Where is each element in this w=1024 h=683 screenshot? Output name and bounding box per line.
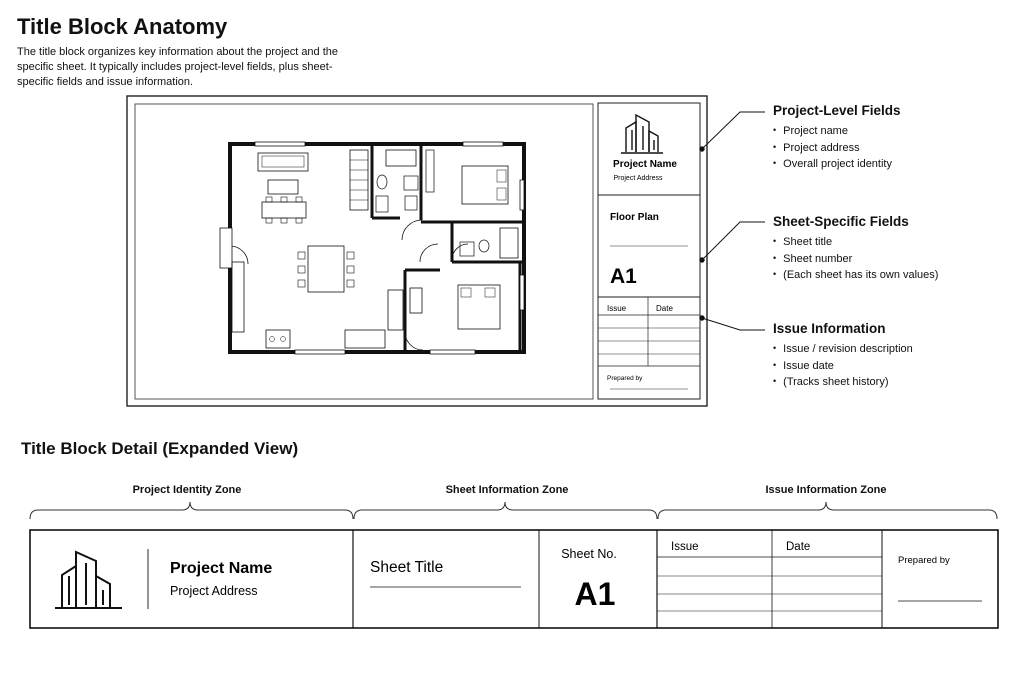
- preview-date-label: Date: [656, 304, 673, 313]
- preview-issue-label: Issue: [607, 304, 627, 313]
- zone-label-project-identity: Project Identity Zone: [132, 484, 242, 496]
- detail-project-name: Project Name: [170, 560, 273, 577]
- detail-sheet-title: Sheet Title: [370, 559, 444, 576]
- callout-heading: Project-Level Fields: [773, 103, 901, 118]
- callout-item: • (Tracks sheet history): [773, 374, 913, 391]
- callout-list: [773, 123, 901, 173]
- callout-item: • Sheet number: [773, 251, 938, 268]
- callout-sheet-specific: [773, 214, 938, 284]
- page-description: The title block organizes key information about the project and the specific sheet. It typically includes project-level fields, plus sheet-specific fields and issue information.: [17, 46, 339, 88]
- callout-item: • (Each sheet has its own values): [773, 267, 938, 284]
- callout-item: • Overall project identity: [773, 156, 901, 173]
- detail-prepared-by: Prepared by: [898, 555, 950, 566]
- detail-sheet-no-label: Sheet No.: [561, 547, 617, 561]
- callout-item: • Issue / revision description: [773, 341, 913, 358]
- detail-heading: Title Block Detail (Expanded View): [21, 439, 299, 458]
- callout-item: • Sheet title: [773, 234, 938, 251]
- floor-plan: [220, 142, 524, 354]
- building-icon: [621, 115, 663, 153]
- callout-item: • Project address: [773, 140, 901, 157]
- expanded-title-block: [30, 530, 998, 628]
- detail-issue-label: Issue: [671, 541, 699, 553]
- callout-leaders: [700, 112, 765, 330]
- detail-date-label: Date: [786, 541, 811, 553]
- zone-label-issue-info: Issue Information Zone: [765, 484, 887, 496]
- callout-list: [773, 341, 913, 391]
- callout-heading: Issue Information: [773, 321, 886, 336]
- preview-project-address: Project Address: [613, 175, 663, 182]
- zone-braces: [30, 502, 997, 519]
- callout-heading: Sheet-Specific Fields: [773, 214, 909, 229]
- zone-label-sheet-info: Sheet Information Zone: [445, 484, 569, 496]
- preview-sheet-title: Floor Plan: [610, 212, 659, 223]
- detail-project-address: Project Address: [170, 584, 258, 598]
- callout-list: [773, 234, 938, 284]
- page-title: Title Block Anatomy: [17, 14, 228, 39]
- detail-sheet-number: A1: [574, 576, 616, 612]
- callout-issue-info: [773, 321, 913, 391]
- callout-item: • Project name: [773, 123, 901, 140]
- sheet-preview: [127, 96, 707, 406]
- preview-sheet-number: A1: [610, 265, 637, 288]
- building-icon-large: [55, 552, 122, 608]
- callout-item: • Issue date: [773, 358, 913, 375]
- callout-project-level: [773, 103, 901, 173]
- preview-project-name: Project Name: [613, 159, 677, 170]
- preview-prepared-by: Prepared by: [607, 375, 643, 382]
